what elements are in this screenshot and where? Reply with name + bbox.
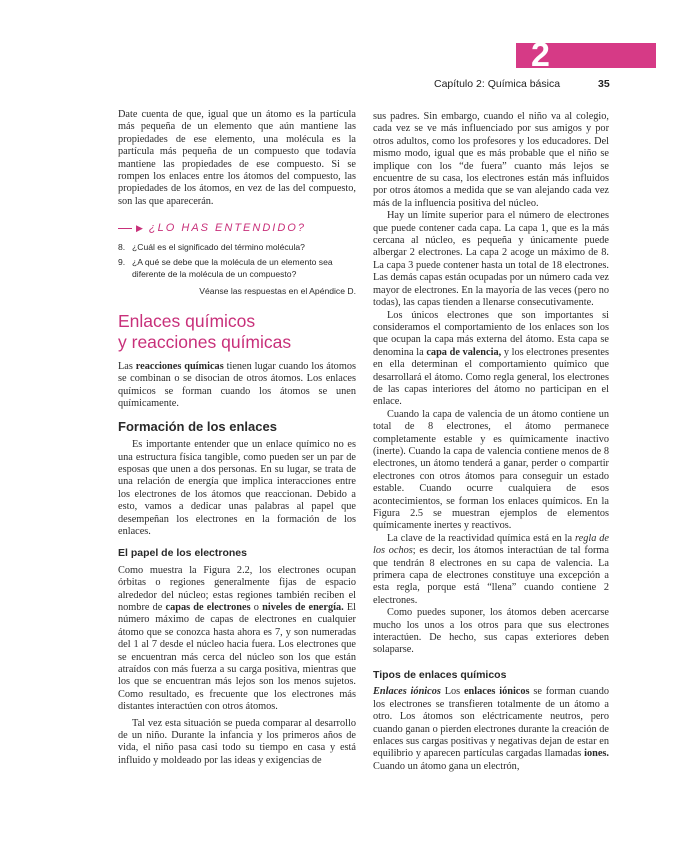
paragraph: sus padres. Sin embargo, cuando el niño va al colegio, cada vez se ve más influenciado por sus amigos y por otros adultos, como los profesores y los educadores. Del mismo modo, igual que es más probable que el niño se implique con los “de fuera” cuanto más lejos se encuentre de su casa, los electrones están más influidos por otros átomos a medida que se van alejando cada vez más de la influencia positiva del núcleo. [373,111,609,209]
paragraph: Los únicos electrones que son importantes si consideramos el comportamiento de los enlaces son los que ocupan la capa más externa del átomo. Esta capa se denomina la capa de valencia, y los electrones presentes en ella determinan el comportamiento químico que desarrollará el átomo. Como regla general, los electrones de las capas interiores del átomo no participan en el enlace. [373,309,610,408]
subheading-electrones: El papel de los electrones [118,547,247,560]
section-heading: Enlaces químicos y reacciones químicas [118,311,292,353]
running-title: Capítulo 2: Química básica [434,78,561,90]
subheading-formacion: Formación de los enlaces [118,418,277,434]
paragraph: Date cuenta de que, igual que un átomo es la partícula más pequeña de un elemento que aún mantiene las propiedades de ese elemento, una molécula es la partícula más pequeña de un compuesto que todavía mantiene las propiedades de ese compuesto. Si se rompen los enlaces entre los átomos del compuesto, las propiedades de los átomos, en vez de las del compuesto, son las que aparecerán. [118,109,356,207]
right-column [373,111,609,773]
page-number: 35 [598,78,610,90]
paragraph: Enlaces iónicos Los enlaces iónicos se forman cuando los electrones se transfieren totalmente de un átomo a otro. Los átomos son eléctricamente neutros, pero cuando ganan o pierden electrones durante la creación de enlaces sus cargas positivas y negativas dejan de estar en equilibrio y aparecen partículas cargadas llamadas iones. Cuando un átomo gana un electrón, [373,686,609,772]
question-9: 9. ¿A qué se debe que la molécula de un elemento sea diferente de la molécula de un compuesto? [118,256,333,279]
review-heading [118,222,356,234]
review-title: ¿LO HAS ENTENDIDO? [148,222,306,235]
paragraph: Cuando la capa de valencia de un átomo contiene un total de 8 electrones, el átomo permanece completamente estable y es químicamente inactivo (inerte). Cuando la capa de valencia contiene menos de 8 electrones, un átomo tenderá a ganar, perder o compartir electrones con otros átomos para conseguir un estado estable. Cuando ocurre cualquiera de esos acontecimientos, se forman los enlaces químicos. En la Figura 2.5 se muestran ejemplos de elementos químicamente inertes y reactivos. [373,408,609,532]
paragraph: Hay un límite superior para el número de electrones que puede contener cada capa. La capa 1, que es la más cercana al núcleo, es pequeña y únicamente puede albergar 2 electrones. La capa 2 acoge un máximo de 8. La capa 3 puede contener hasta un total de 18 electrones. Las demás capas están ocupadas por un número cada vez mayor de electrones. En la mayoría de las veces (pero no todas), las capas tienden a llenarse consecutivamente. [373,210,609,309]
chapter-number: 2 [531,36,550,74]
review-rule [118,228,132,229]
subheading-tipos: Tipos de enlaces químicos [373,668,507,681]
paragraph: Es importante entender que un enlace químico no es una estructura física tangible, como pueden ser un par de esposas que unen a dos personas. En su lugar, se trata de una relación de energía que implica interacciones entre los electrones de los átomos que reaccionan. Debido a esto, vamos a dedicar unas palabras al papel que desempeñan los electrones en la formación de los enlaces. [118,439,356,537]
intro-paragraph: Las reacciones químicas tienen lugar cuando los átomos se combinan o se disocian de otros átomos. Los enlaces químicos se forman cuando los átomos se unen químicamente. [118,361,356,410]
arrow-icon: ▶ [136,223,145,234]
paragraph: Como muestra la Figura 2.2, los electrones ocupan órbitas o regiones generalmente fijas de espacio alrededor del núcleo; estas regiones también reciben el nombre de capas de electrones o niveles de energía. El número máximo de capas de electrones en cualquier átomo que se conozca hasta ahora es 7, y son numeradas del 1 al 7 desde el núcleo hacia fuera. Los electrones que se encuentran más cerca del núcleo son los que están atraídos con más fuerza a su carga positiva, mientras que los que se encuentran más lejos son los menos sujetos. Como resultado, es frecuente que los electrones más distantes interactúen con otros átomos. [118,564,357,713]
left-column [118,109,356,767]
paragraph: Tal vez esta situación se pueda comparar al desarrollo de un niño. Durante la infancia y los primeros años de vida, el niño pasa casi todo su tiempo en casa y está influido y moldeado por las ideas y exigencias de [118,717,356,766]
question-8: 8. ¿Cuál es el significado del término molécula? [118,241,305,252]
paragraph: Como puedes suponer, los átomos deben acercarse mucho los unos a los otros para que sus electrones interactúen. De hecho, sus capas exteriores deben solaparse. [373,607,609,656]
answers-note: Véanse las respuestas en el Apéndice D. [199,285,356,296]
paragraph: La clave de la reactividad química está en la regla de los ochos; es decir, los átomos interactúan de tal forma que tendrán 8 electrones en su capa de valencia. La primera capa de electrones constituye una excepción a esta regla, porque está “llena” cuando contiene 2 electrones. [373,532,609,606]
